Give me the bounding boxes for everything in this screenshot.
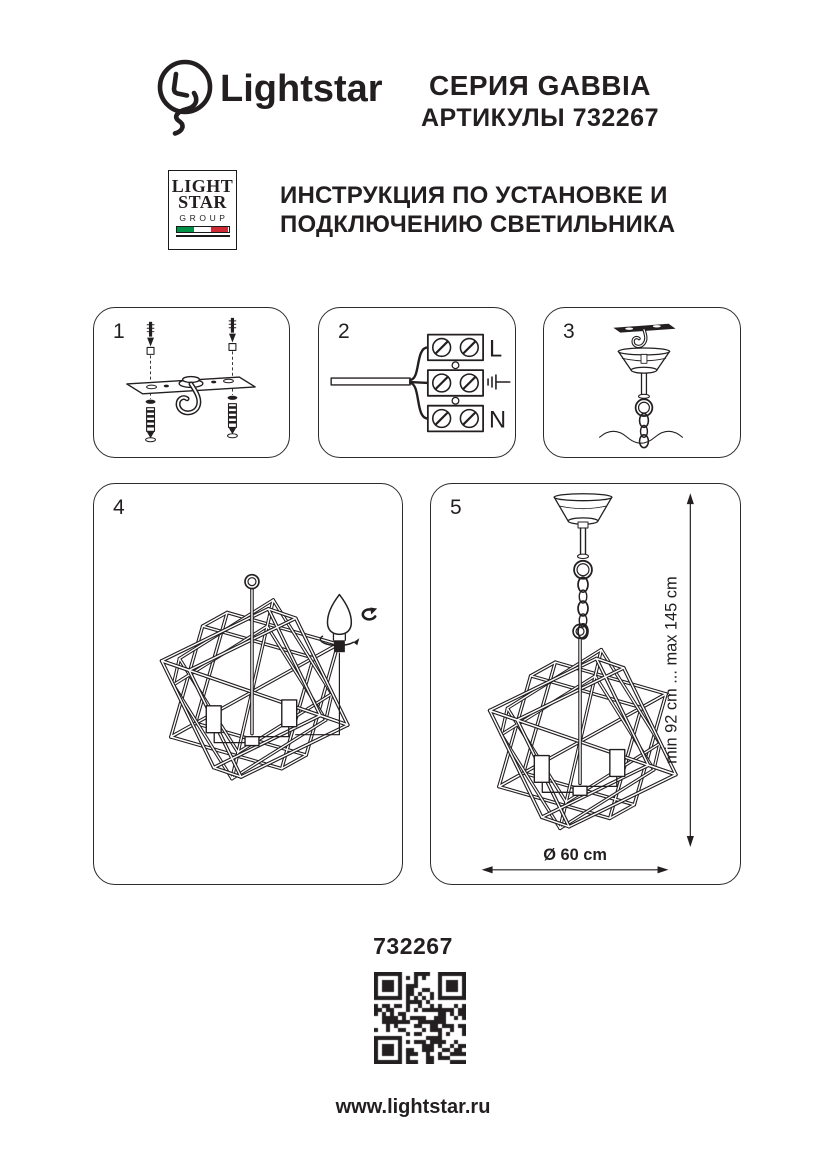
live-wire-label: L (489, 336, 503, 363)
group-logo-light: LIGHT (171, 176, 234, 196)
flag-underline (176, 235, 230, 237)
step-2-number: 2 (338, 320, 350, 343)
brand-wordmark: Lightstar (220, 68, 383, 110)
title-line-2: ПОДКЛЮЧЕНИЮ СВЕТИЛЬНИКА (280, 211, 676, 238)
step-3-card (543, 307, 741, 458)
bulb-installation-diagram (94, 484, 402, 884)
step-1-number: 1 (113, 320, 125, 343)
diameter-dimension (482, 846, 669, 874)
articles-title: АРТИКУЛЫ 732267 (420, 104, 659, 133)
step-4-number: 4 (113, 496, 125, 519)
title-line-1: ИНСТРУКЦИЯ ПО УСТАНОВКЕ И (280, 182, 668, 209)
series-block (400, 70, 680, 133)
earth-icon (488, 375, 510, 389)
rotate-icon (363, 607, 377, 619)
candle-bulb (320, 595, 377, 653)
step-5-card (430, 483, 741, 885)
lightstar-logo-icon (154, 56, 216, 148)
canopy-and-chain (554, 494, 612, 639)
cage-chandelier (490, 624, 676, 835)
height-dimension-label: min 92 cm ... max 145 cm (662, 576, 681, 764)
group-logo-star: STAR (178, 192, 227, 212)
page-title (280, 181, 675, 239)
qr-code (374, 972, 466, 1064)
step-5-number: 5 (450, 496, 462, 519)
group-logo-group: GROUP (179, 213, 229, 223)
step-4-card (93, 483, 403, 885)
height-dimension (662, 493, 693, 847)
website-url: www.lightstar.ru (335, 1096, 491, 1118)
series-title: СЕРИЯ GABBIA (428, 70, 652, 101)
cage-chandelier (162, 575, 348, 786)
canopy-hanging-diagram (544, 308, 740, 457)
article-number: 732267 (373, 933, 453, 959)
diameter-dimension-label: Ø 60 cm (543, 845, 607, 864)
wiring-terminal-diagram (319, 308, 515, 457)
step-1-card (93, 307, 290, 458)
italian-flag-stripe (176, 226, 230, 233)
mounting-bracket-diagram (94, 308, 289, 457)
step-3-number: 3 (563, 320, 575, 343)
lightstar-group-logo (168, 170, 237, 250)
assembled-chandelier-diagram (431, 484, 740, 884)
step-2-card (318, 307, 516, 458)
neutral-wire-label: N (489, 407, 507, 434)
